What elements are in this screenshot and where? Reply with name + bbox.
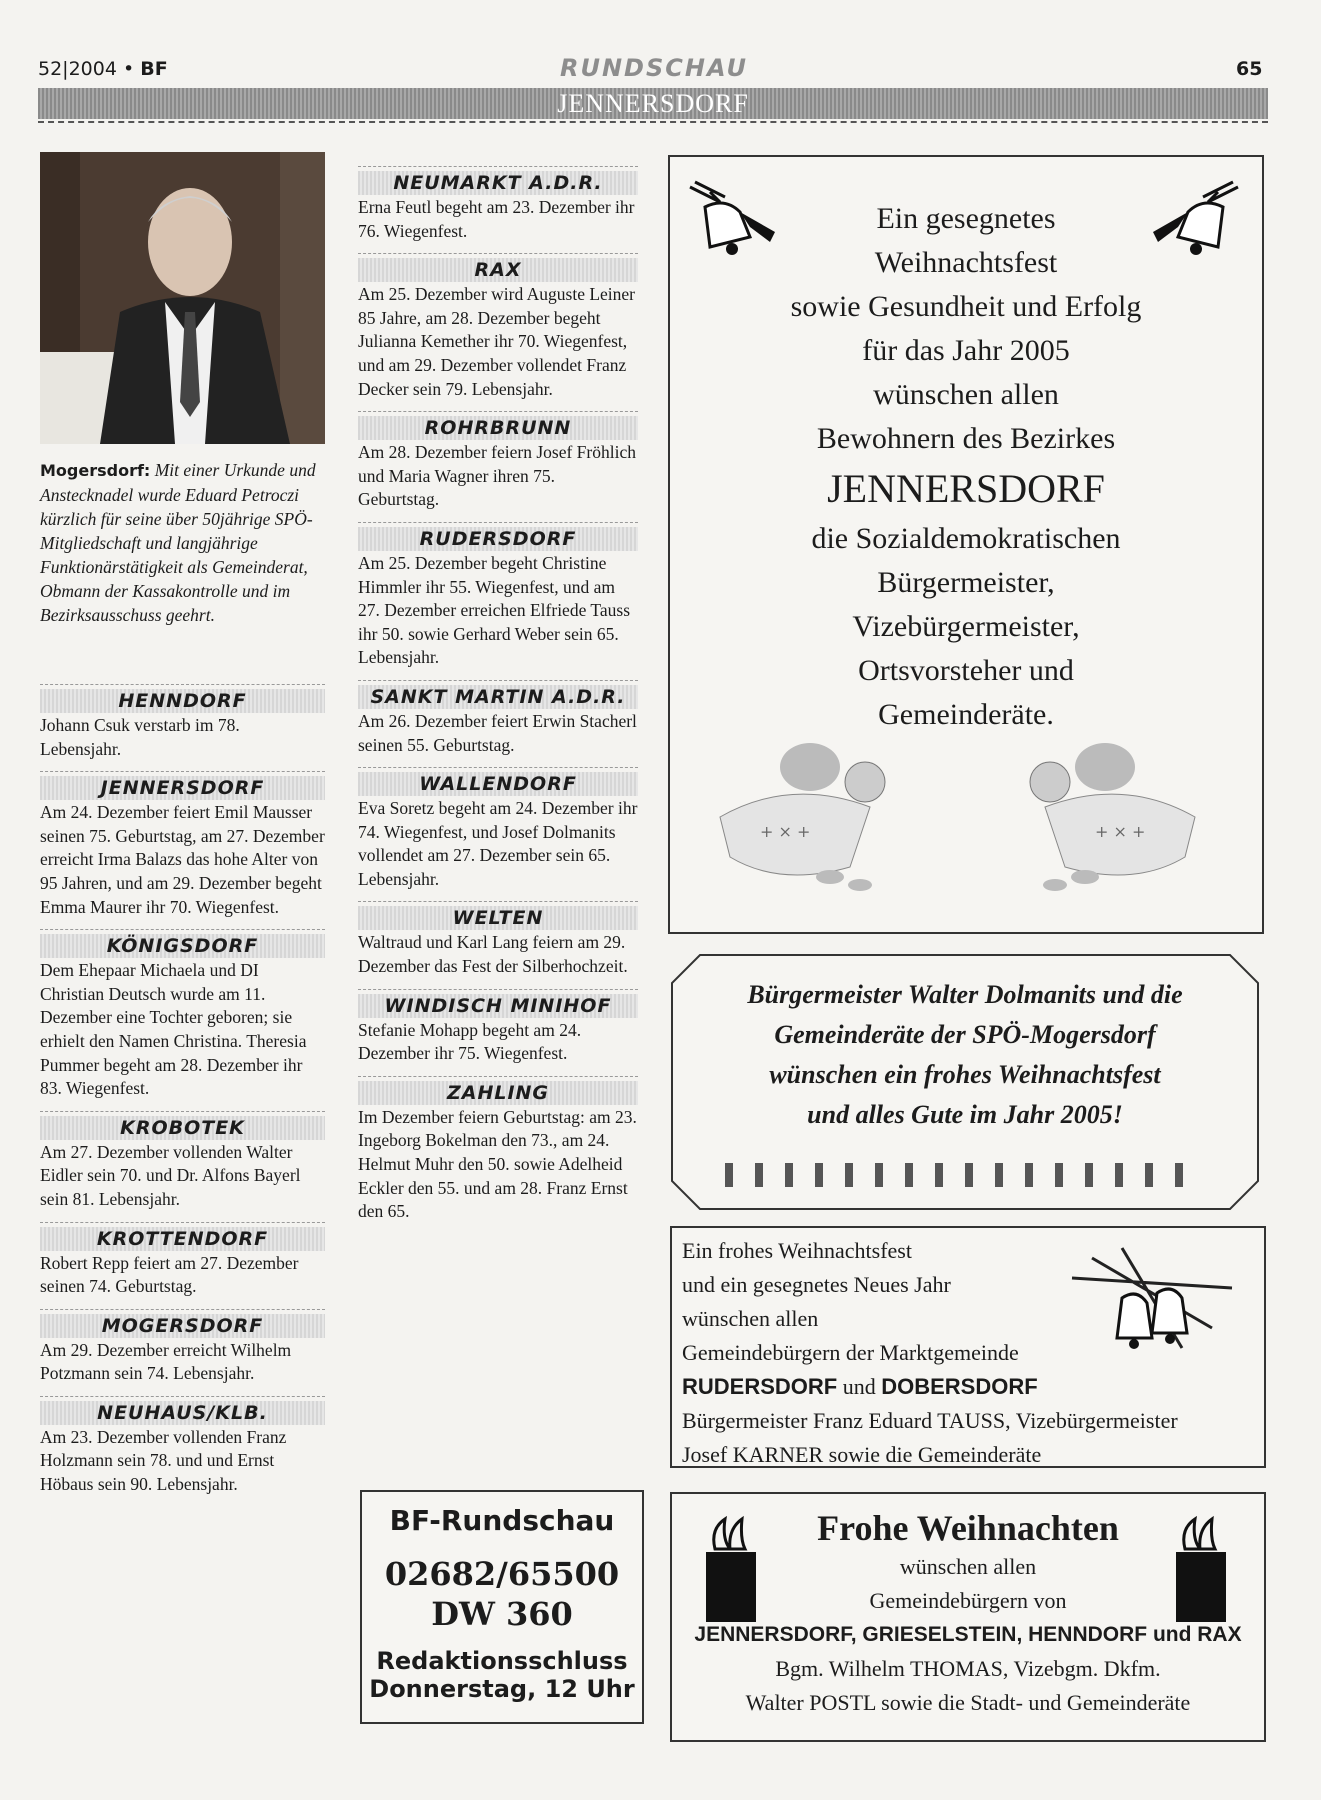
section-text: Am 27. Dezember vollenden Walter Eidler sein 70. und Dr. Alfons Bayerl sein 81. Lebensjahr. xyxy=(40,1141,301,1209)
ad4-line: Gemeindebürgern von xyxy=(869,1588,1067,1613)
section-heading: KÖNIGSDORF xyxy=(106,935,259,958)
section-heading: WALLENDORF xyxy=(419,773,577,796)
section-koenigsdorf xyxy=(40,929,325,1101)
banner-divider xyxy=(38,121,1268,123)
portrait-illustration xyxy=(40,152,325,444)
section-krobotek xyxy=(40,1111,325,1212)
ad1-line: wünschen allen xyxy=(873,378,1059,411)
photo-caption xyxy=(40,458,330,627)
page-number: 65 xyxy=(1236,58,1263,80)
section-heading: NEUHAUS/KLB. xyxy=(97,1401,268,1424)
section-text: Johann Csuk verstarb im 78. Lebensjahr. xyxy=(40,715,240,759)
municipality-name: RUDERSDORF xyxy=(682,1374,838,1399)
municipality-name: DOBERSDORF xyxy=(881,1374,1038,1399)
ad1-line: Ein gesegnetes xyxy=(876,202,1056,235)
section-wallendorf xyxy=(358,767,638,891)
section-heading: HENNDORF xyxy=(118,690,247,712)
section-heading: RUDERSDORF xyxy=(419,527,577,550)
section-rudersdorf xyxy=(358,522,638,670)
ad1-line: Weihnachtsfest xyxy=(874,246,1058,279)
ad4-municipalities: JENNERSDORF, GRIESELSTEIN, HENNDORF und RAX xyxy=(694,1623,1242,1646)
section-text: Am 29. Dezember erreicht Wilhelm Potzmann sein 74. Lebensjahr. xyxy=(40,1339,292,1384)
caption-text: Mit einer Urkunde und Anstecknadel wurde Eduard Petroczi kürzlich für seine über 50jährige SPÖ-Mitgliedschaft und langjährige Funktionärstätigkeit als Gemeinderat, Obmann der Kassakontrolle und im Bezirksausschuss geehrt. xyxy=(40,460,316,625)
ad2-text xyxy=(670,975,1260,1135)
section-jennersdorf xyxy=(40,771,325,919)
section-mogersdorf xyxy=(40,1309,325,1386)
section-zahling xyxy=(358,1076,638,1224)
section-heading: MOGERSDORF xyxy=(101,1314,264,1337)
angel-illustration xyxy=(1015,737,1215,897)
section-windisch-minihof xyxy=(358,989,638,1066)
ad1-line: Gemeinderäte. xyxy=(878,698,1054,731)
christmas-ad-jennersdorf-city xyxy=(670,1492,1266,1742)
ad4-line: Walter POSTL sowie die Stadt- und Gemeinderäte xyxy=(745,1690,1191,1715)
ad1-line: Ortsvorsteher und xyxy=(858,654,1074,687)
ad1-line: die Sozialdemokratischen xyxy=(811,522,1121,555)
box-phone: 02682/65500 xyxy=(384,1555,620,1593)
ad3-conjunction: und xyxy=(837,1374,882,1399)
section-heading: NEUMARKT A.D.R. xyxy=(393,172,603,194)
angel-illustration xyxy=(700,737,900,897)
box-deadline-label: Redaktionsschluss xyxy=(376,1647,628,1675)
ad3-line xyxy=(682,1370,1178,1404)
section-heading: WELTEN xyxy=(452,907,544,930)
ad4-text xyxy=(672,1506,1264,1720)
ad1-line: für das Jahr 2005 xyxy=(862,334,1070,367)
ad2-line: Gemeinderäte der SPÖ-Mogersdorf xyxy=(774,1020,1156,1049)
paper-abbrev: BF xyxy=(140,58,168,80)
ad4-title: Frohe Weihnachten xyxy=(817,1508,1119,1548)
ad3-line: wünschen allen xyxy=(682,1306,819,1331)
section-text: Am 24. Dezember feiert Emil Mausser seinen 75. Geburtstag, am 27. Dezember erreicht Irma Balazs das hohe Alter von 95 Jahren, und am 29. Dezember begeht Emma Maurer ihr 70. Wiegenfest. xyxy=(40,802,325,917)
section-heading: JENNERSDORF xyxy=(100,777,265,800)
caption-place: Mogersdorf: xyxy=(40,461,151,480)
issue-number: 52|2004 • xyxy=(38,58,135,80)
banner-title: JENNERSDORF xyxy=(557,89,749,118)
ad2-line: und alles Gute im Jahr 2005! xyxy=(807,1100,1123,1129)
ad3-line: Josef KARNER sowie die Gemeinderäte xyxy=(682,1442,1042,1467)
svg-text:+ × +: + × + xyxy=(760,822,811,841)
section-heading: ROHRBRUNN xyxy=(424,417,572,440)
section-rax xyxy=(358,253,638,401)
section-heading: WINDISCH MINIHOF xyxy=(384,994,612,1017)
section-text: Am 28. Dezember feiern Josef Fröhlich und Maria Wagner ihren 75. Geburtstag. xyxy=(358,442,636,510)
candles-row-icon xyxy=(725,1151,1205,1191)
section-text: Am 25. Dezember begeht Christine Himmler ihr 55. Wiegenfest, und am 27. Dezember erreichen Elfriede Tauss ihr 50. sowie Gerhard Weber sein 65. Lebensjahr. xyxy=(358,552,631,668)
column-middle xyxy=(358,162,638,1234)
section-text: Am 26. Dezember feiert Erwin Stacherl seinen 55. Geburtstag. xyxy=(358,710,637,755)
section-text: Eva Soretz begeht am 24. Dezember ihr 74. Wiegenfest, und Josef Dolmanits vollendet am 27. Dezember sein 65. Lebensjahr. xyxy=(358,798,638,889)
section-heading: KROBOTEK xyxy=(120,1116,245,1139)
christmas-ad-mogersdorf xyxy=(670,953,1260,1211)
ad3-line: Gemeindebürgern der Marktgemeinde xyxy=(682,1340,1019,1365)
ad1-line: Vizebürgermeister, xyxy=(852,610,1080,643)
section-krottendorf xyxy=(40,1222,325,1299)
ad3-line: Ein frohes Weihnachtsfest xyxy=(682,1238,912,1263)
box-deadline-time: Donnerstag, 12 Uhr xyxy=(369,1675,635,1703)
ad2-line: wünschen ein frohes Weihnachtsfest xyxy=(769,1060,1161,1089)
ad1-line: Bürgermeister, xyxy=(877,566,1055,599)
ad1-text xyxy=(670,197,1262,737)
section-text: Am 23. Dezember vollenden Franz Holzmann sein 78. und und Ernst Höbaus sein 90. Lebensjahr. xyxy=(40,1426,287,1495)
newspaper-title: RUNDSCHAU xyxy=(560,54,748,82)
ad4-line: wünschen allen xyxy=(899,1554,1037,1579)
section-text: Waltraud und Karl Lang feiern am 29. Dezember das Fest der Silberhochzeit. xyxy=(358,932,628,977)
section-neuhaus xyxy=(40,1396,325,1497)
ad2-line: Bürgermeister Walter Dolmanits und die xyxy=(747,980,1183,1009)
ad1-line: sowie Gesundheit und Erfolg xyxy=(790,290,1142,323)
region-banner xyxy=(38,88,1268,119)
section-welten xyxy=(358,901,638,978)
section-text: Dem Ehepaar Michaela und DI Christian Deutsch wurde am 11. Dezember eine Tochter geboren; sie erhielt den Namen Christina. Theresia Pummer begeht am 28. Dezember ihr 83. Wiegenfest. xyxy=(40,960,307,1099)
svg-text:+ × +: + × + xyxy=(1095,822,1146,841)
section-heading: KROTTENDORF xyxy=(96,1227,269,1250)
section-neumarkt xyxy=(358,166,638,243)
issue-label xyxy=(38,58,168,80)
section-heading: SANKT MARTIN A.D.R. xyxy=(370,685,626,708)
ad1-line: Bewohnern des Bezirkes xyxy=(816,422,1116,455)
box-extension: DW 360 xyxy=(431,1595,573,1633)
portrait-photo xyxy=(40,152,325,444)
christmas-ad-rudersdorf xyxy=(670,1226,1266,1468)
section-heading: ZAHLING xyxy=(446,1081,550,1104)
box-title: BF-Rundschau xyxy=(389,1504,615,1537)
christmas-ad-spoe-district xyxy=(668,155,1264,934)
section-text: Am 25. Dezember wird Auguste Leiner 85 Jahre, am 28. Dezember begeht Julianna Kemether ihr 70. Wiegenfest, und am 29. Dezember vollendet Franz Decker sein 79. Lebensjahr. xyxy=(358,284,636,399)
ad1-district: JENNERSDORF xyxy=(827,466,1105,511)
section-sankt-martin xyxy=(358,680,638,757)
section-heading: RAX xyxy=(474,259,522,282)
section-henndorf xyxy=(40,684,325,761)
column-left xyxy=(40,680,325,1507)
ad3-line: und ein gesegnetes Neues Jahr xyxy=(682,1272,951,1297)
section-rohrbrunn xyxy=(358,411,638,512)
section-text: Im Dezember feiern Geburtstag: am 23. Ingeborg Bokelman den 73., am 24. Helmut Muhr den 50. sowie Adelheid Eckler den 55. und am 28. Franz Ernst den 65. xyxy=(358,1106,637,1222)
section-text: Robert Repp feiert am 27. Dezember seinen 74. Geburtstag. xyxy=(40,1252,299,1297)
section-text: Stefanie Mohapp begeht am 24. Dezember ihr 75. Wiegenfest. xyxy=(358,1019,582,1064)
bells-branch-icon xyxy=(1062,1238,1242,1368)
ad3-line: Bürgermeister Franz Eduard TAUSS, Vizebürgermeister xyxy=(682,1408,1178,1433)
bf-rundschau-contact-box xyxy=(360,1490,644,1724)
ad4-line: Bgm. Wilhelm THOMAS, Vizebgm. Dkfm. xyxy=(775,1656,1161,1681)
section-text: Erna Feutl begeht am 23. Dezember ihr 76. Wiegenfest. xyxy=(358,197,635,241)
